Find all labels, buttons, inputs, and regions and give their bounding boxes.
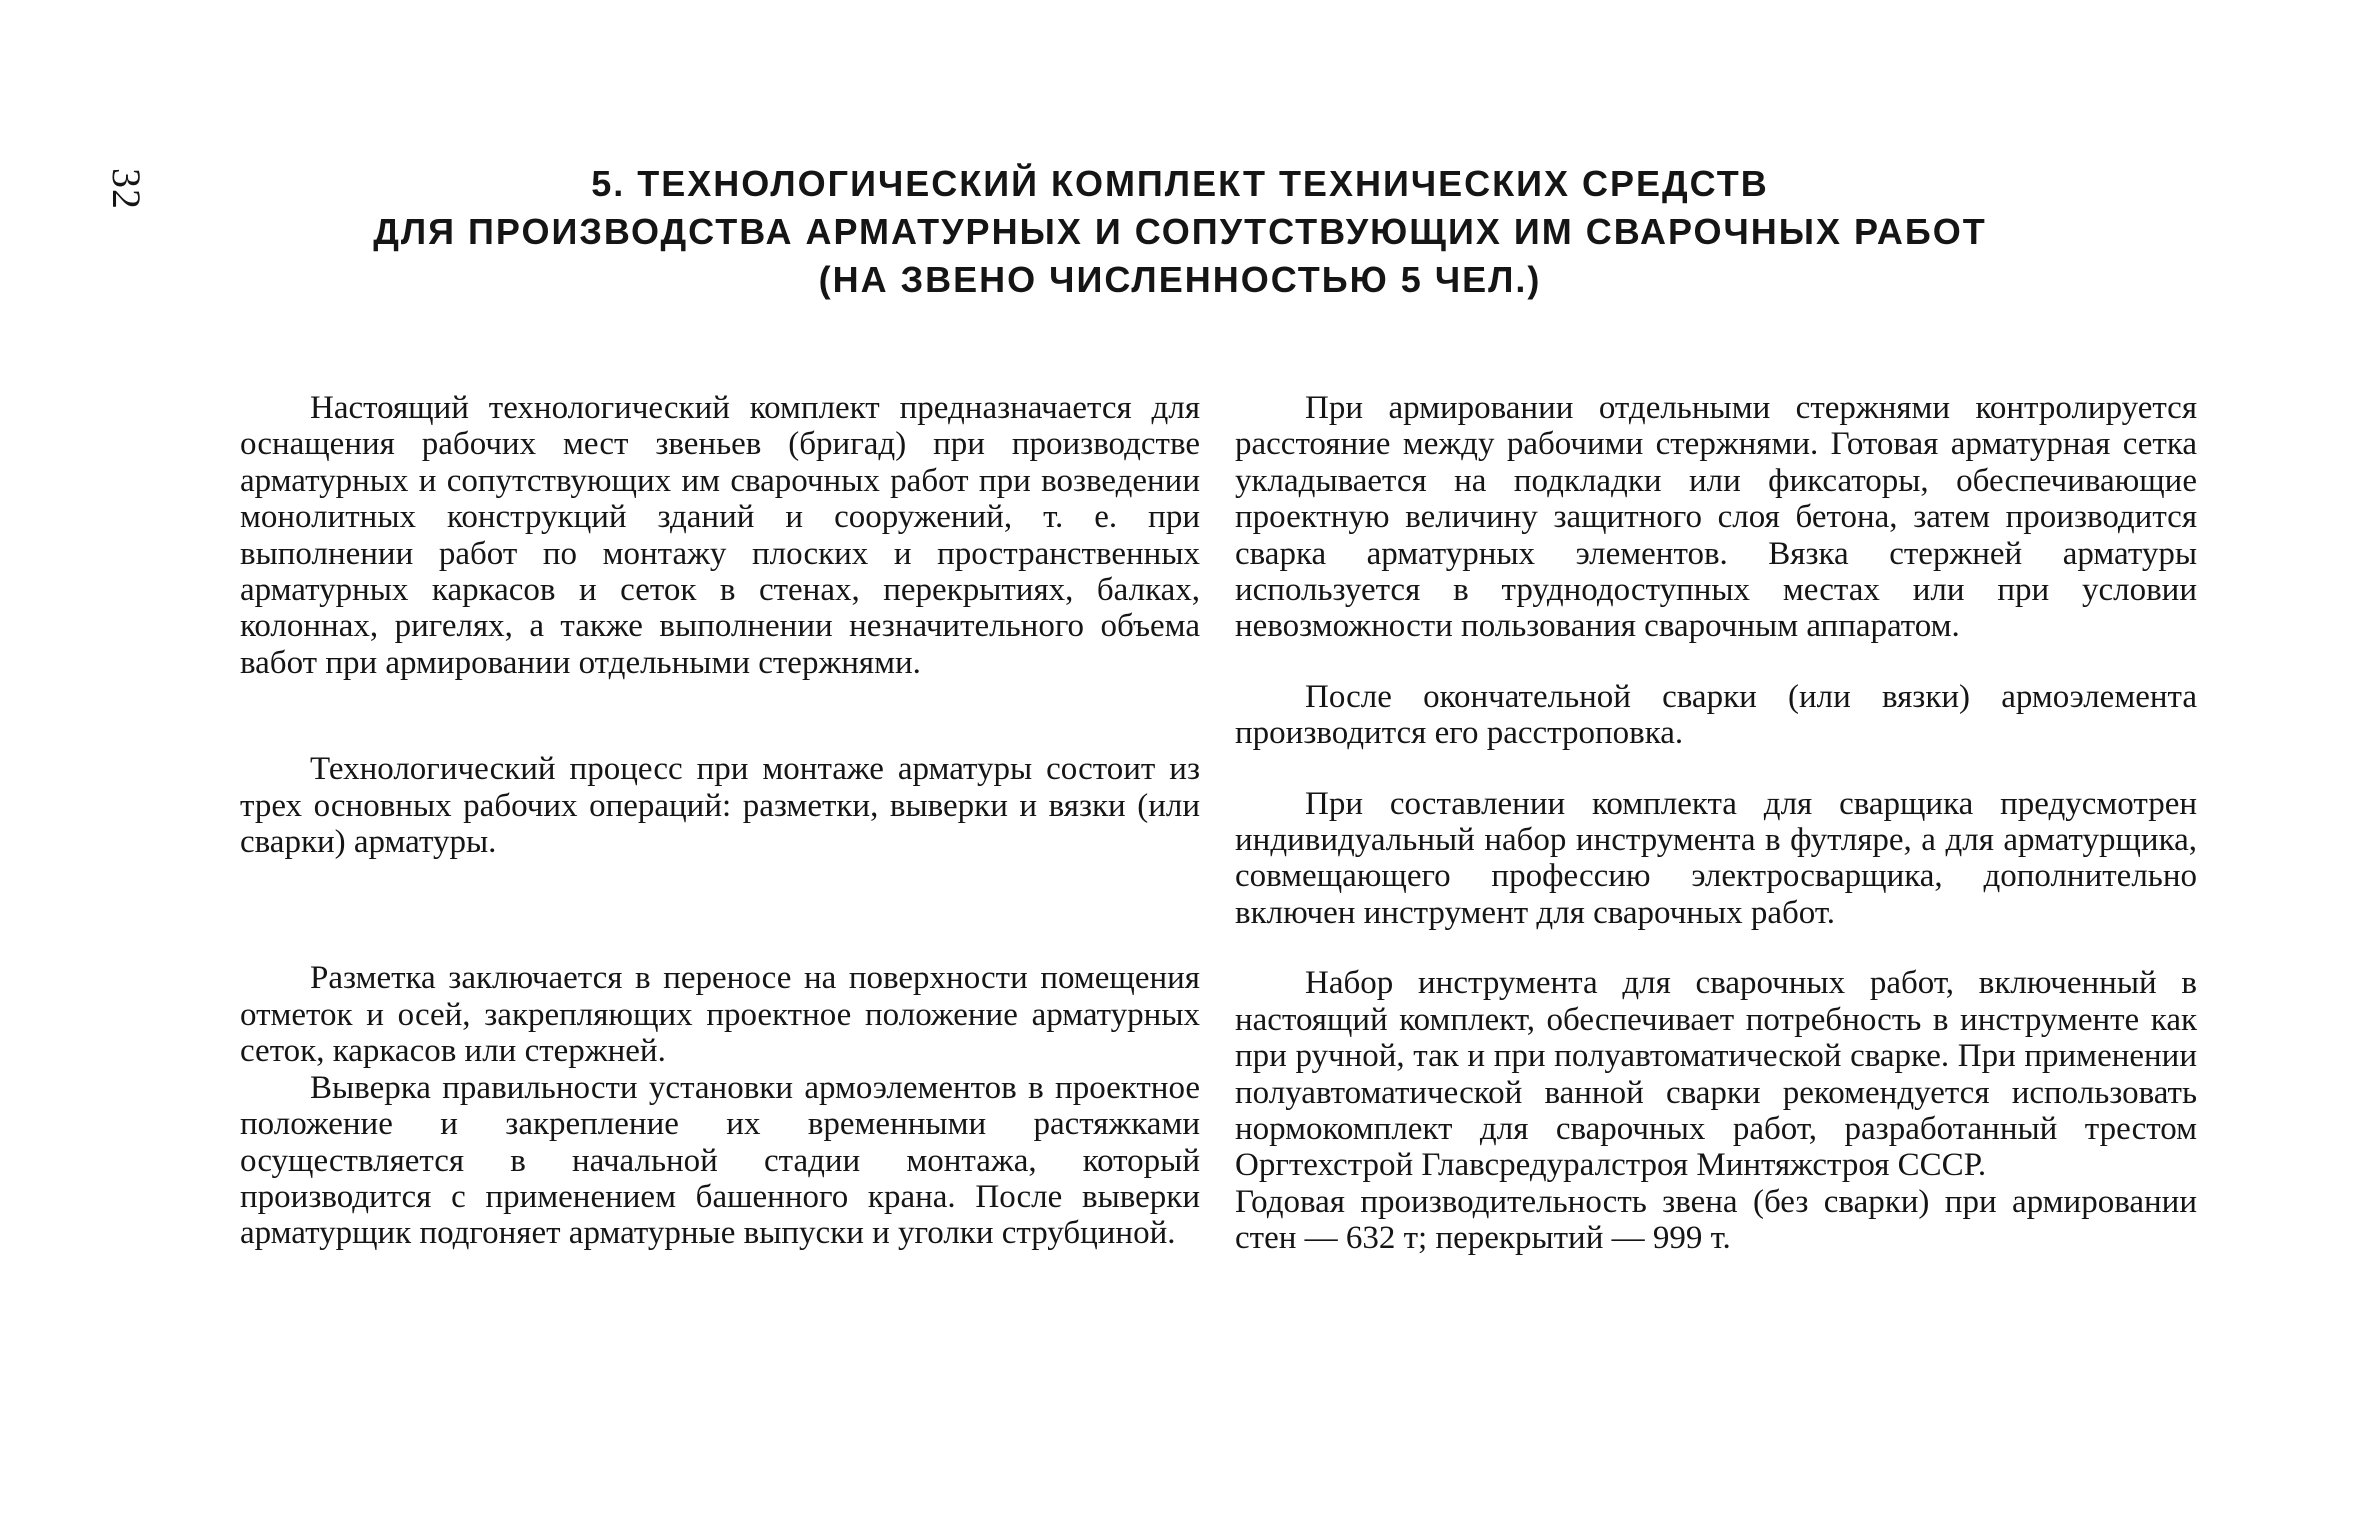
paragraph-purpose: Настоящий технологический комплект предназначается для оснащения рабочих мест звеньев (бригад) при производстве арматурных и сопутствующих им сварочных работ при возведении монолитных конструкций зданий и сооружений, т. е. при выполнении работ по монтажу плоских и пространственных арматурных каркасов и сеток в стенах, перекрытиях, балках, колоннах, ригелях, а также выполнении незначительного объема вабот при армировании отдельными стержнями. — [240, 390, 1200, 681]
paragraph-process: Технологический процесс при монтаже арматуры состоит из трех основных рабочих операций: разметки, выверки и вязки (или сварки) арматуры. — [240, 751, 1200, 861]
section-heading — [330, 160, 2030, 304]
heading-line-1: 5. ТЕХНОЛОГИЧЕСКИЙ КОМПЛЕКТ ТЕХНИЧЕСКИХ СРЕДСТВ — [591, 163, 1769, 204]
paragraph-marking: Разметка заключается в переносе на поверхности помещения отметок и осей, закрепляющих проектное положение арматурных сеток, каркасов или стержней. — [240, 960, 1200, 1070]
paragraph-reinforcement: При армировании отдельными стержнями контролируется расстояние между рабочими стержнями. Готовая арматурная сетка укладывается на подкладки или фиксаторы, обеспечивающие проектную величину защитного слоя бетона, затем производится сварка арматурных элементов. Вязка стержней арматуры используется в труднодоступных местах или при условии невозможности пользования сварочным аппаратом. — [1235, 390, 2197, 645]
paragraph-unslinging: После окончательной сварки (или вязки) армоэлемента производится его расстроповка. — [1235, 678, 2197, 752]
paragraph-productivity: Годовая производительность звена (без сварки) при армировании стен — 632 т; перекрытий — 999 т. — [1235, 1183, 2197, 1257]
heading-line-2: ДЛЯ ПРОИЗВОДСТВА АРМАТУРНЫХ И СОПУТСТВУЮЩИХ ИМ СВАРОЧНЫХ РАБОТ — [373, 211, 1987, 252]
paragraph-alignment: Выверка правильности установки армоэлементов в проектное положение и закрепление их временными растяжками осуществляется в начальной стадии монтажа, который производится с применением башенного крана. После выверки арматурщик подгоняет арматурные выпуски и уголки струбциной. — [240, 1069, 1200, 1252]
heading-line-3: (НА ЗВЕНО ЧИСЛЕННОСТЬЮ 5 ЧЕЛ.) — [818, 259, 1542, 300]
left-column — [240, 390, 1200, 1252]
right-column — [1235, 390, 2197, 1257]
paragraph-welding-tools: Набор инструмента для сварочных работ, включенный в настоящий комплект, обеспечивает потребность в инструменте как при ручной, так и при полуавтоматической сварке. При применении полуавтоматической ванной сварки рекомендуется использовать нормокомплект для сварочных работ, разработанный трестом Оргтехстрой Главсредуралстроя Минтяжстроя СССР. — [1235, 965, 2197, 1184]
paragraph-tool-kit: При составлении комплекта для сварщика предусмотрен индивидуальный набор инструмента в футляре, а для арматурщика, совмещающего профессию электросварщика, дополнительно включен инструмент для сварочных работ. — [1235, 785, 2197, 931]
page-number: 32 — [104, 168, 149, 210]
